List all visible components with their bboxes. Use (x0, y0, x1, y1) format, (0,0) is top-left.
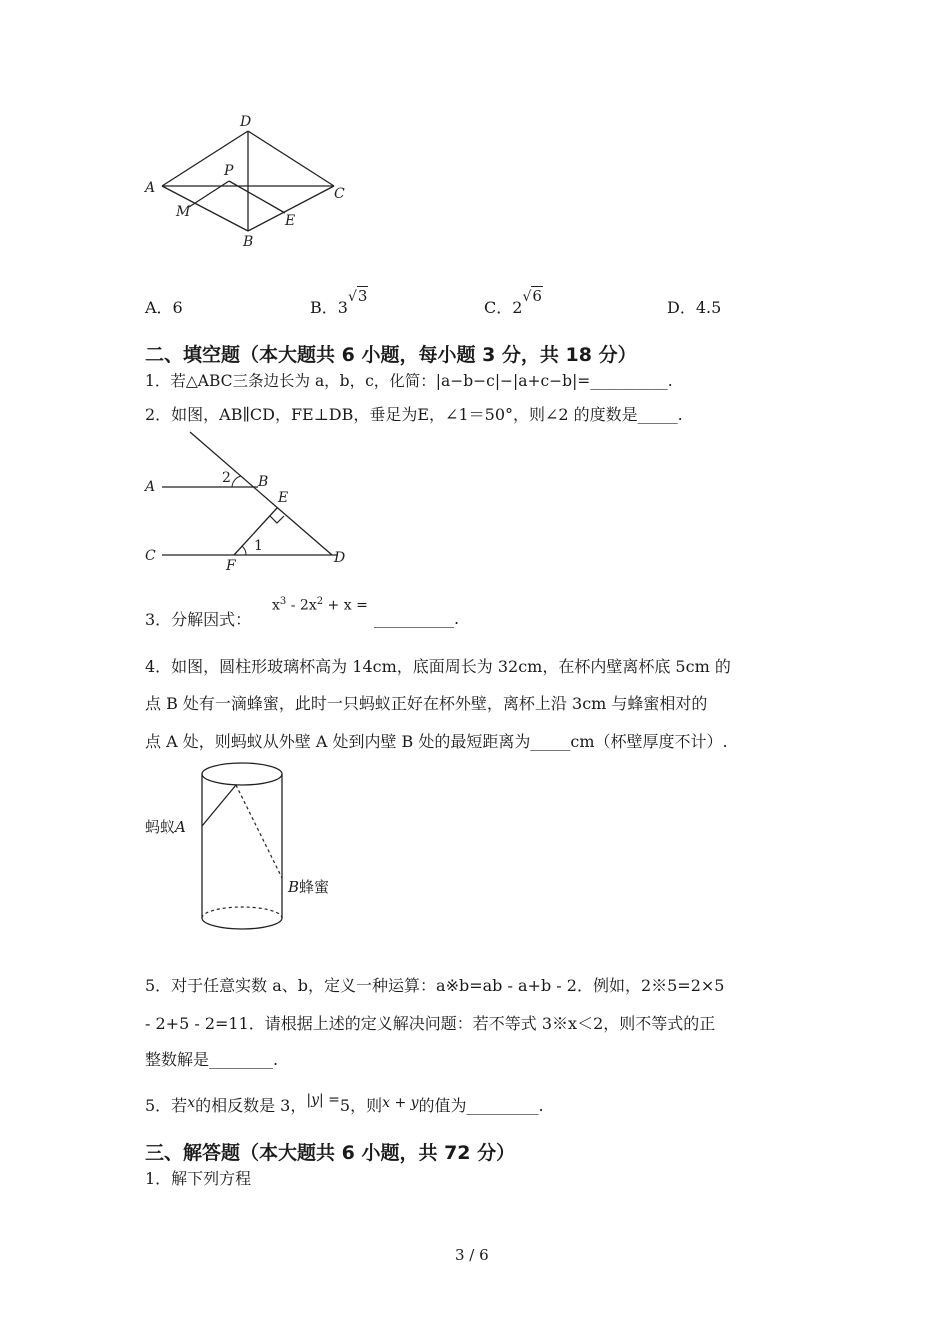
q5b-p3: 5，则 (339, 1096, 383, 1115)
s2-q5a-line3: 整数解是________. (145, 1050, 279, 1069)
q5b-xy: x + y (382, 1095, 419, 1111)
option-a: A．6 (145, 298, 183, 317)
label-one: 1 (254, 538, 263, 554)
s2-q1: 1．若△ABC三条边长为 a，b，c，化简：|a−b−c|−|a+c−b|=__________. (145, 372, 673, 390)
label-d: D (334, 550, 346, 566)
cylinder-figure (196, 756, 296, 942)
label-m: M (176, 204, 191, 220)
label-c: C (334, 186, 345, 202)
ant-letter: A (175, 818, 186, 836)
q5b-x: x (187, 1095, 196, 1111)
label-c: C (145, 548, 156, 564)
expr-end: + x = (323, 597, 368, 614)
option-b-prefix: B．3 (310, 298, 348, 317)
label-a: A (145, 479, 156, 495)
section2-title: 二、填空题（本大题共 6 小题，每小题 3 分，共 18 分） (145, 344, 637, 366)
option-c-prefix: C．2 (484, 298, 523, 317)
label-a: A (145, 180, 156, 196)
honey-letter: B (288, 878, 300, 896)
label-b: B (243, 234, 254, 250)
option-b-radicand: 3 (357, 287, 368, 305)
exp2: 2 (316, 596, 324, 607)
s2-q3-prefix: 3．分解因式： (145, 610, 252, 629)
s2-q4-line3: 点 A 处，则蚂蚁从外壁 A 处到内壁 B 处的最短距离为_____cm（杯壁厚度不计）. (145, 732, 728, 751)
s2-q5a-line2: - 2+5 - 2=11．请根据上述的定义解决问题：若不等式 3※x＜2，则不等式的正 (145, 1014, 716, 1033)
honey-text: 蜂蜜 (299, 878, 330, 896)
option-d: D．4.5 (667, 298, 722, 317)
label-e: E (285, 213, 296, 229)
rhombus-figure (140, 112, 360, 254)
s2-q4-line2: 点 B 处有一滴蜂蜜，此时一只蚂蚁正好在杯外壁，离杯上沿 3cm 与蜂蜜相对的 (145, 694, 708, 713)
label-two: 2 (222, 470, 231, 486)
honey-label (288, 876, 329, 897)
expr-mid: - 2x (286, 597, 317, 614)
s2-q2: 2．如图，AB∥CD，FE⊥DB，垂足为E，∠1＝50°，则∠2 的度数是_____. (145, 405, 683, 424)
parallel-lines-figure (140, 428, 360, 576)
q5b-absy: |y| = (306, 1092, 340, 1108)
option-c: C．2√6 (484, 287, 542, 317)
label-d: D (240, 114, 252, 130)
s2-q5b (145, 1093, 544, 1116)
label-b: B (258, 474, 269, 490)
expr-x: x (272, 597, 280, 614)
s3-q1: 1．解下列方程 (145, 1169, 252, 1188)
s2-q3-expr (272, 596, 368, 614)
ant-label (145, 816, 186, 837)
exp3: 3 (279, 596, 287, 607)
q5b-p1: 5．若 (145, 1096, 188, 1115)
q5b-p2: 的相反数是 3， (195, 1096, 307, 1115)
label-f: F (226, 558, 236, 574)
label-e: E (278, 490, 289, 506)
s2-q4-line1: 4．如图，圆柱形玻璃杯高为 14cm，底面周长为 32cm，在杯内壁离杯底 5cm 的 (145, 657, 731, 676)
s2-q3 (145, 607, 251, 630)
option-c-radicand: 6 (532, 287, 542, 305)
label-p: P (224, 163, 234, 179)
q5b-p4: 的值为_________. (418, 1096, 544, 1115)
page-number: 3 / 6 (455, 1246, 489, 1264)
ant-text: 蚂蚁 (145, 818, 176, 836)
option-b: B．3√3 (310, 287, 368, 317)
section3-title: 三、解答题（本大题共 6 小题，共 72 分） (145, 1142, 516, 1164)
s2-q5a-line1: 5．对于任意实数 a、b，定义一种运算：a※b=ab - a+b - 2．例如，2※5=2×5 (145, 976, 725, 995)
s2-q3-blank: __________. (374, 609, 460, 628)
